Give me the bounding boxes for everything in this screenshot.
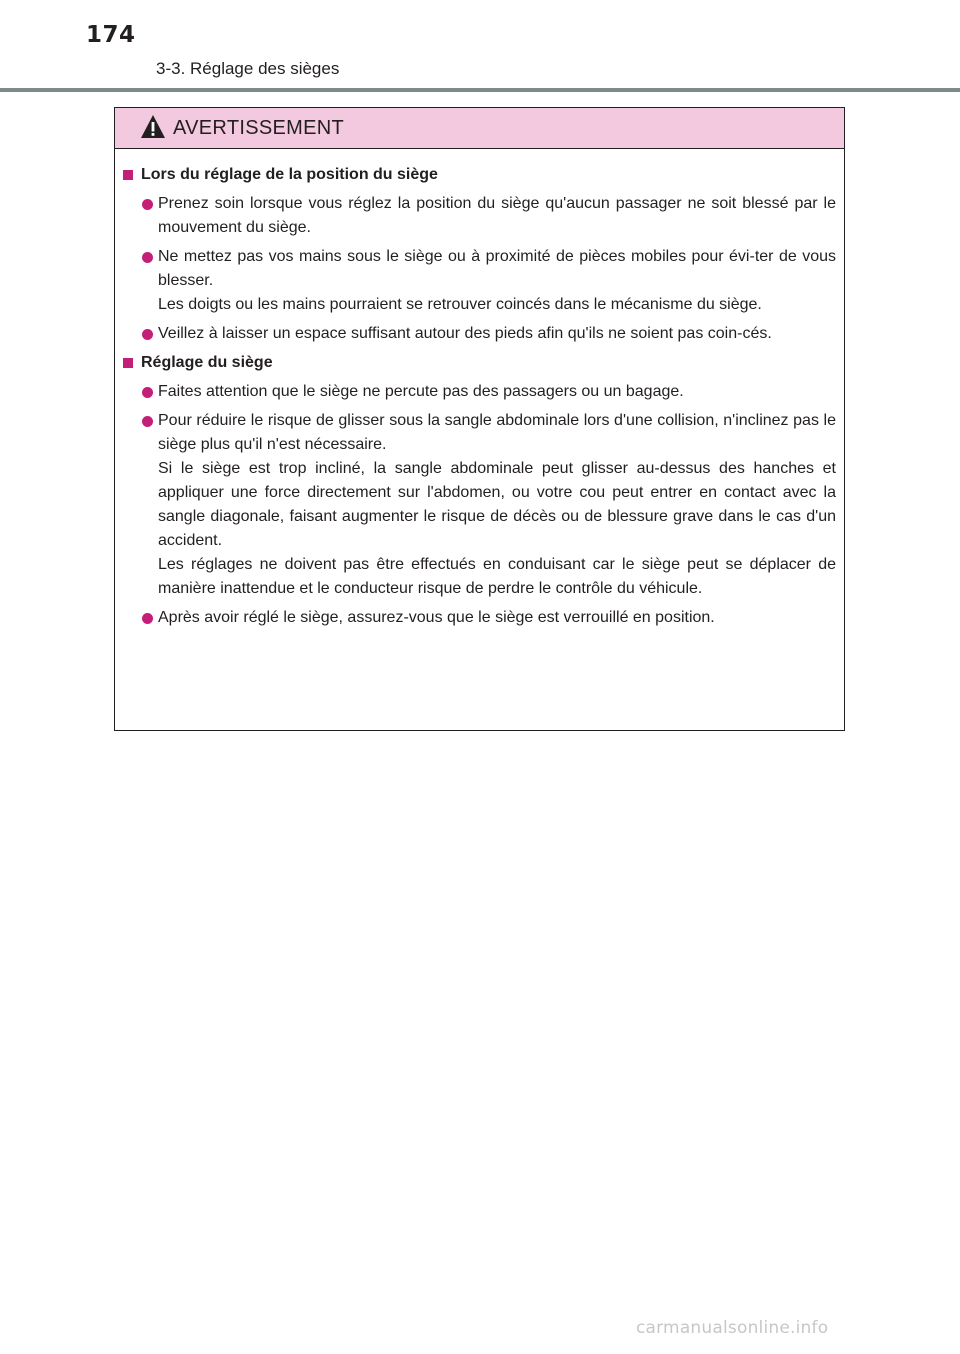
warning-body bbox=[115, 149, 844, 630]
section-heading-text: Lors du réglage de la position du siège bbox=[141, 166, 438, 183]
section-seat-adjustment bbox=[123, 351, 836, 630]
item-text: Les réglages ne doivent pas être effectués en conduisant car le siège peut se déplacer de manière inattendue et le conducteur risque de perdre le contrôle du véhicule. bbox=[158, 556, 836, 597]
round-bullet-icon bbox=[142, 613, 153, 624]
item-text: Après avoir réglé le siège, assurez-vous que le siège est verrouillé en position. bbox=[158, 609, 715, 626]
item-text: Si le siège est trop incliné, la sangle abdominale peut glisser au-dessus des hanches et appliquer une force directement sur l'abdomen, ou votre cou peut entrer en contact avec la sangle diagonale, faisant augmenter le risque de décès ou de blessure grave dans le cas d'un accident. bbox=[158, 460, 836, 549]
item-text: Les doigts ou les mains pourraient se retrouver coincés dans le mécanisme du siège. bbox=[158, 296, 762, 313]
round-bullet-icon bbox=[142, 199, 153, 210]
list-item bbox=[123, 606, 836, 630]
round-bullet-icon bbox=[142, 329, 153, 340]
section-title: 3-3. Réglage des sièges bbox=[156, 59, 340, 78]
square-bullet-icon bbox=[123, 358, 133, 368]
item-text: Faites attention que le siège ne percute pas des passagers ou un bagage. bbox=[158, 383, 684, 400]
page-number: 174 bbox=[86, 22, 136, 48]
round-bullet-icon bbox=[142, 387, 153, 398]
warning-box bbox=[114, 107, 845, 731]
item-text: Ne mettez pas vos mains sous le siège ou à proximité de pièces mobiles pour évi-ter de vous blesser. bbox=[158, 248, 836, 289]
section-heading bbox=[123, 163, 836, 187]
list-item bbox=[123, 192, 836, 240]
watermark: carmanualsonline.info bbox=[636, 1318, 829, 1338]
list-item bbox=[123, 409, 836, 601]
warning-header bbox=[115, 108, 844, 149]
item-text: Prenez soin lorsque vous réglez la position du siège qu'aucun passager ne soit blessé par le mouvement du siège. bbox=[158, 195, 836, 236]
section-heading-text: Réglage du siège bbox=[141, 354, 273, 371]
square-bullet-icon bbox=[123, 170, 133, 180]
warning-triangle-icon bbox=[140, 114, 166, 140]
warning-title: AVERTISSEMENT bbox=[173, 117, 344, 139]
round-bullet-icon bbox=[142, 416, 153, 427]
page-header bbox=[0, 0, 960, 94]
item-text: Veillez à laisser un espace suffisant autour des pieds afin qu'ils ne soient pas coin-cés. bbox=[158, 325, 772, 342]
list-item bbox=[123, 380, 836, 404]
header-rule bbox=[0, 88, 960, 92]
list-item bbox=[123, 245, 836, 317]
section-seat-position bbox=[123, 163, 836, 346]
round-bullet-icon bbox=[142, 252, 153, 263]
list-item bbox=[123, 322, 836, 346]
section-heading bbox=[123, 351, 836, 375]
item-text: Pour réduire le risque de glisser sous la sangle abdominale lors d'une collision, n'inclinez pas le siège plus qu'il n'est nécessaire. bbox=[158, 412, 836, 453]
